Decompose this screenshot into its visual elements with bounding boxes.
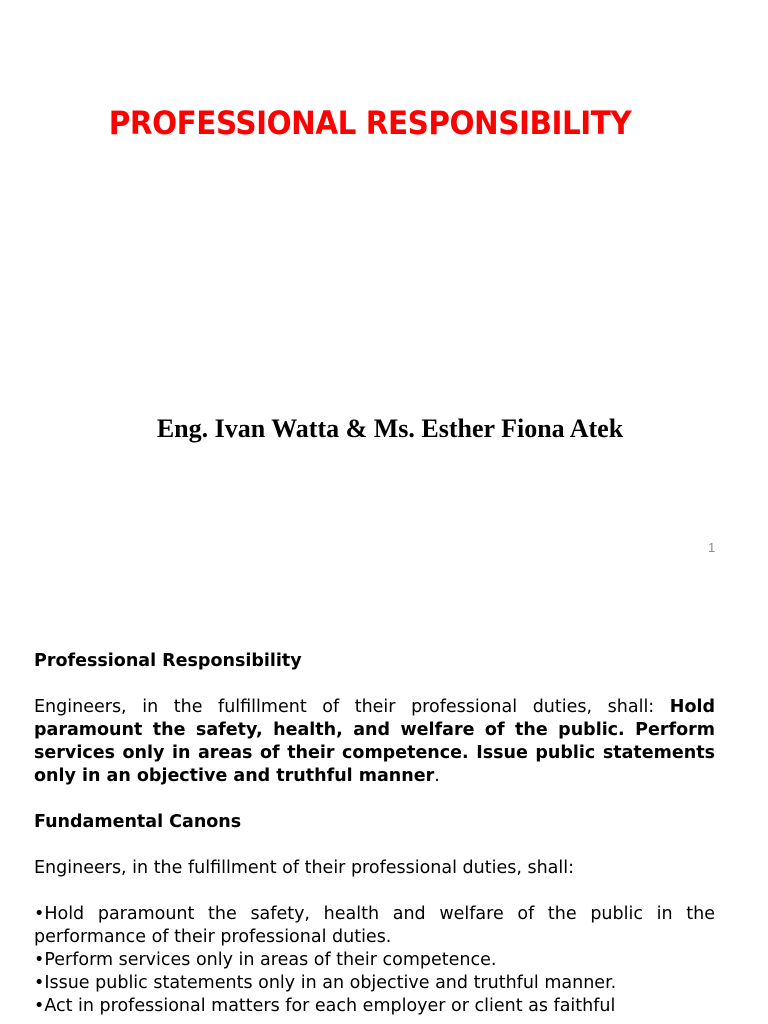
list-item: •Hold paramount the safety, health and welfare of the public in the performance of their professional duties. <box>34 904 715 947</box>
canons-list <box>34 903 715 1018</box>
intro-bold-text: Hold paramount the safety, health, and welfare of the public. Perform services only in areas of their competence. Issue public statements only in an objective and truthful manner <box>34 697 715 786</box>
document-body <box>34 650 715 1018</box>
intro-lead-text: Engineers, in the fulfillment of their professional duties, shall: <box>34 697 670 717</box>
canons-intro: Engineers, in the fulfillment of their professional duties, shall: <box>34 858 575 878</box>
list-item: •Issue public statements only in an objective and truthful manner. <box>34 973 617 993</box>
intro-end-text: . <box>434 766 440 786</box>
section-heading-professional-responsibility: Professional Responsibility <box>34 651 302 671</box>
list-item: •Act in professional matters for each employer or client as faithful <box>34 996 616 1016</box>
intro-paragraph <box>34 696 715 788</box>
slide-title: PROFESSIONAL RESPONSIBILITY <box>108 104 632 142</box>
page-number: 1 <box>708 540 716 555</box>
section-heading-fundamental-canons: Fundamental Canons <box>34 812 242 832</box>
list-item: •Perform services only in areas of their competence. <box>34 950 497 970</box>
slide-authors: Eng. Ivan Watta & Ms. Esther Fiona Atek <box>156 414 624 443</box>
